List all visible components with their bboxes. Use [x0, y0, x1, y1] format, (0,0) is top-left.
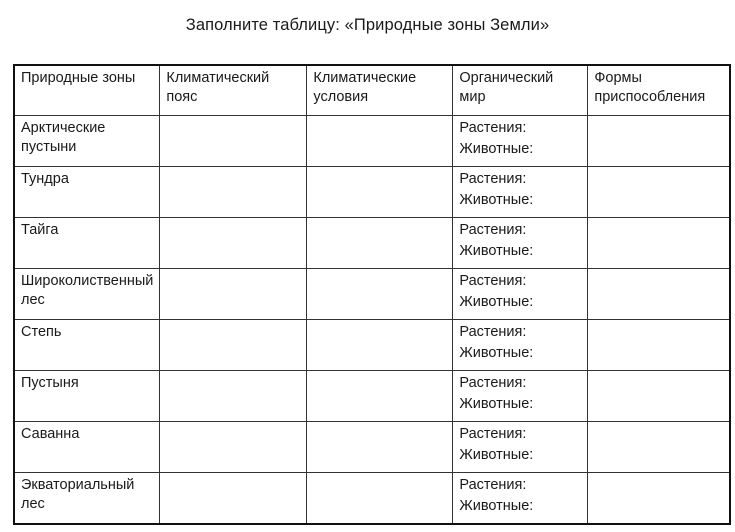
- climate-conditions-cell[interactable]: [307, 320, 453, 371]
- organic-world-cell[interactable]: [453, 167, 588, 218]
- climate-belt-cell[interactable]: [160, 320, 307, 371]
- climate-conditions-cell[interactable]: [307, 167, 453, 218]
- header-adaptations: Формы приспособления: [588, 65, 730, 116]
- animals-label: Животные:: [459, 243, 534, 259]
- table-row: [14, 320, 730, 371]
- adaptations-cell[interactable]: [588, 218, 730, 269]
- natural-zones-table: [13, 64, 731, 525]
- zone-name-cell: Широколиственный лес: [14, 269, 160, 320]
- plants-label: Растения:: [459, 120, 527, 136]
- organic-world-cell[interactable]: [453, 320, 588, 371]
- header-organic-world: Органический мир: [453, 65, 588, 116]
- zone-name-cell: Тайга: [14, 218, 160, 269]
- plants-label: Растения:: [459, 273, 527, 289]
- header-natural-zones: Природные зоны: [14, 65, 160, 116]
- climate-conditions-cell[interactable]: [307, 473, 453, 525]
- organic-world-cell[interactable]: [453, 218, 588, 269]
- plants-label: Растения:: [459, 222, 527, 238]
- plants-label: Растения:: [459, 171, 527, 187]
- animals-label: Животные:: [459, 447, 534, 463]
- climate-belt-cell[interactable]: [160, 422, 307, 473]
- plants-label: Растения:: [459, 324, 527, 340]
- zone-name-cell: Арктические пустыни: [14, 116, 160, 167]
- climate-belt-cell[interactable]: [160, 116, 307, 167]
- climate-conditions-cell[interactable]: [307, 218, 453, 269]
- header-climate-conditions: Климатические условия: [307, 65, 453, 116]
- plants-label: Растения:: [459, 375, 527, 391]
- adaptations-cell[interactable]: [588, 473, 730, 525]
- adaptations-cell[interactable]: [588, 269, 730, 320]
- climate-belt-cell[interactable]: [160, 218, 307, 269]
- organic-world-cell[interactable]: [453, 269, 588, 320]
- organic-world-cell[interactable]: [453, 473, 588, 525]
- adaptations-cell[interactable]: [588, 371, 730, 422]
- zone-name-cell: Экваториальный лес: [14, 473, 160, 525]
- climate-belt-cell[interactable]: [160, 269, 307, 320]
- organic-world-cell[interactable]: [453, 116, 588, 167]
- table-row: [14, 473, 730, 525]
- table-row: [14, 116, 730, 167]
- animals-label: Животные:: [459, 498, 534, 514]
- climate-conditions-cell[interactable]: [307, 422, 453, 473]
- climate-belt-cell[interactable]: [160, 167, 307, 218]
- page-title: Заполните таблицу: «Природные зоны Земли»: [185, 16, 550, 34]
- table-row: [14, 371, 730, 422]
- zone-name-cell: Пустыня: [14, 371, 160, 422]
- climate-belt-cell[interactable]: [160, 473, 307, 525]
- climate-conditions-cell[interactable]: [307, 269, 453, 320]
- header-row: [14, 65, 730, 116]
- table-body: [14, 116, 730, 525]
- climate-belt-cell[interactable]: [160, 371, 307, 422]
- animals-label: Животные:: [459, 294, 534, 310]
- table-row: [14, 269, 730, 320]
- animals-label: Животные:: [459, 192, 534, 208]
- plants-label: Растения:: [459, 477, 527, 493]
- zone-name-cell: Степь: [14, 320, 160, 371]
- animals-label: Животные:: [459, 396, 534, 412]
- zone-name-cell: Тундра: [14, 167, 160, 218]
- organic-world-cell[interactable]: [453, 422, 588, 473]
- adaptations-cell[interactable]: [588, 422, 730, 473]
- climate-conditions-cell[interactable]: [307, 116, 453, 167]
- climate-conditions-cell[interactable]: [307, 371, 453, 422]
- animals-label: Животные:: [459, 345, 534, 361]
- animals-label: Животные:: [459, 141, 534, 157]
- adaptations-cell[interactable]: [588, 116, 730, 167]
- adaptations-cell[interactable]: [588, 167, 730, 218]
- organic-world-cell[interactable]: [453, 371, 588, 422]
- header-climate-belt: Климатический пояс: [160, 65, 307, 116]
- table-row: [14, 167, 730, 218]
- adaptations-cell[interactable]: [588, 320, 730, 371]
- zone-name-cell: Саванна: [14, 422, 160, 473]
- table-row: [14, 422, 730, 473]
- plants-label: Растения:: [459, 426, 527, 442]
- table-row: [14, 218, 730, 269]
